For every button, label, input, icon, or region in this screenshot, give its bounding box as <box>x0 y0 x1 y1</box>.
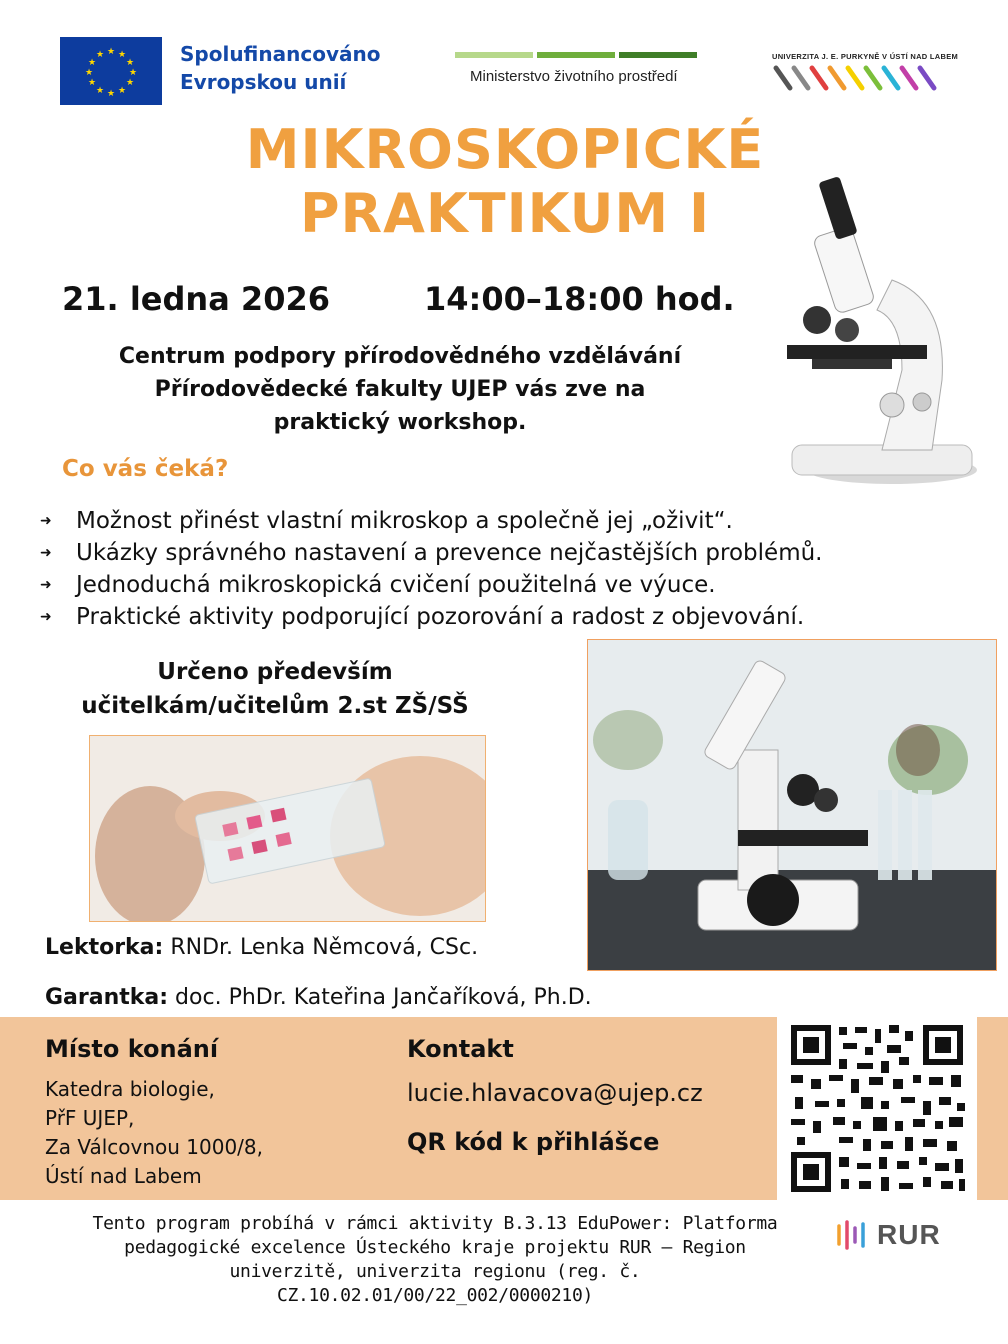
address-line: Katedra biologie, <box>45 1077 215 1101</box>
address-line: PřF UJEP, <box>45 1106 135 1130</box>
svg-text:★: ★ <box>87 58 97 68</box>
garant-label: Garantka: <box>45 985 169 1010</box>
svg-text:★: ★ <box>125 58 135 68</box>
footnote-line-4: CZ.10.02.01/00/22_002/0000210) <box>276 1285 594 1306</box>
ministry-name: Ministerstvo životního prostředí <box>470 68 678 85</box>
list-item-text: Možnost přinést vlastní mikroskop a společně jej „oživit“. <box>76 508 733 534</box>
arrow-right-icon: ➜ <box>40 513 52 529</box>
list-item-text: Praktické aktivity podporující pozorování a radost z objevování. <box>76 604 805 630</box>
list-item <box>40 601 823 633</box>
arrow-right-icon: ➜ <box>40 577 52 593</box>
title-line-1: MIKROSKOPICKÉ <box>245 118 765 181</box>
page-title <box>160 118 850 246</box>
title-line-2: PRAKTIKUM I <box>299 182 711 245</box>
intro-line-3: praktický workshop. <box>273 410 527 435</box>
svg-text:★: ★ <box>95 86 105 96</box>
lector-name: RNDr. Lenka Němcová, CSc. <box>163 935 479 960</box>
footnote-line-1: Tento program probíhá v rámci aktivity B.3.13 EduPower: Platforma <box>92 1213 778 1234</box>
address-line: Ústí nad Labem <box>45 1164 202 1188</box>
svg-text:★: ★ <box>106 89 116 99</box>
list-item-text: Jednoduchá mikroskopická cvičení použitelná ve výuce. <box>76 572 716 598</box>
microscope-image <box>772 170 982 490</box>
registration-qr-code[interactable] <box>777 1017 977 1200</box>
garant-line <box>45 985 592 1010</box>
list-item <box>40 505 823 537</box>
lab-microscope-photo <box>587 639 997 971</box>
audience-line-2: učitelkám/učitelům 2.st ZŠ/SŠ <box>81 693 469 719</box>
garant-name: doc. PhDr. Kateřina Jančaříková, Ph.D. <box>168 985 592 1010</box>
event-time: 14:00–18:00 hod. <box>424 280 735 318</box>
list-item-text: Ukázky správného nastavení a prevence nejčastějších problémů. <box>76 540 823 566</box>
eu-flag-logo <box>60 37 162 105</box>
place-heading: Místo konání <box>45 1035 219 1063</box>
svg-text:★: ★ <box>106 47 116 57</box>
svg-text:★: ★ <box>95 50 105 60</box>
slide-in-hand-photo <box>89 735 486 922</box>
svg-text:★: ★ <box>84 68 94 78</box>
qr-label: QR kód k přihlášce <box>407 1128 660 1156</box>
eu-cofunding-text <box>180 40 380 96</box>
list-item <box>40 569 823 601</box>
rur-logo <box>835 1218 941 1252</box>
svg-text:★: ★ <box>128 68 138 78</box>
svg-text:★: ★ <box>117 50 127 60</box>
arrow-right-icon: ➜ <box>40 609 52 625</box>
eu-line-2: Evropskou unií <box>180 70 347 94</box>
contact-email-link[interactable]: lucie.hlavacova@ujep.cz <box>407 1079 703 1107</box>
contact-heading: Kontakt <box>407 1035 514 1063</box>
rur-logo-text: RUR <box>877 1219 941 1250</box>
expect-heading: Co vás čeká? <box>62 456 229 482</box>
rur-bars-icon <box>835 1218 869 1252</box>
eu-line-1: Spolufinancováno <box>180 42 381 66</box>
address-line: Za Válcovnou 1000/8, <box>45 1135 263 1159</box>
intro-text <box>60 340 740 439</box>
audience-text <box>20 655 530 723</box>
lector-line <box>45 935 478 960</box>
intro-line-1: Centrum podpory přírodovědného vzdělávání <box>118 344 682 369</box>
program-footnote <box>50 1212 820 1308</box>
audience-line-1: Určeno především <box>157 659 393 685</box>
ministry-logo-bars <box>455 52 697 58</box>
arrow-right-icon: ➜ <box>40 545 52 561</box>
footnote-line-2: pedagogické excelence Ústeckého kraje projektu RUR – Region <box>124 1237 746 1258</box>
event-date: 21. ledna 2026 <box>62 280 330 318</box>
svg-text:★: ★ <box>87 78 97 88</box>
list-item <box>40 537 823 569</box>
footnote-line-3: univerzitě, univerzita regionu (reg. č. <box>229 1261 641 1282</box>
intro-line-2: Přírodovědecké fakulty UJEP vás zve na <box>154 377 646 402</box>
lector-label: Lektorka: <box>45 935 164 960</box>
university-name: UNIVERZITA J. E. PURKYNĚ V ÚSTÍ NAD LABEM <box>772 52 959 61</box>
svg-text:★: ★ <box>117 86 127 96</box>
place-address <box>45 1075 263 1191</box>
svg-text:★: ★ <box>125 78 135 88</box>
feature-list <box>40 505 823 633</box>
university-logo-stripes <box>772 64 942 92</box>
